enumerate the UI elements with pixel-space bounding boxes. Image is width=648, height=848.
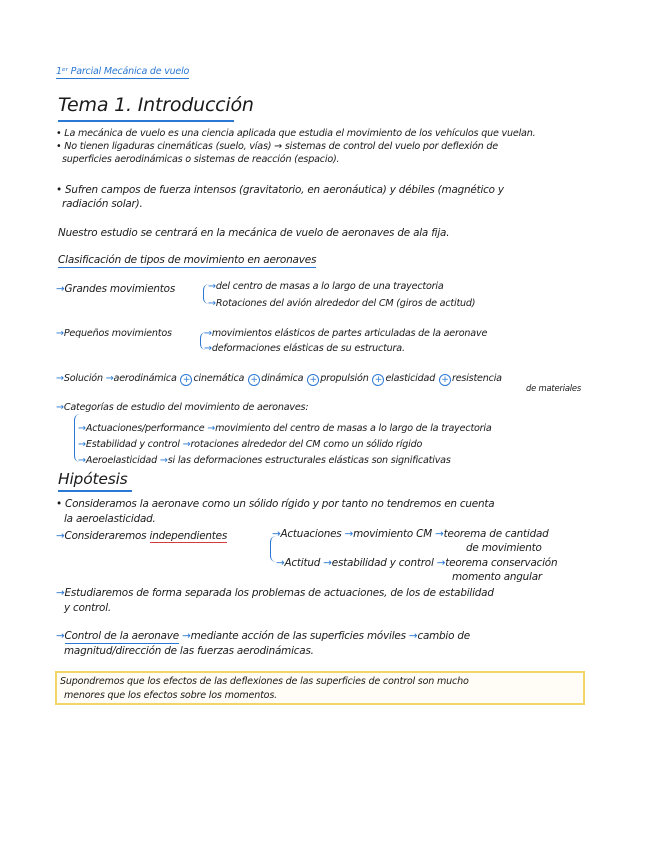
actitud-row: →Actitud →estabilidad y control →teorema conservación xyxy=(276,557,558,569)
arrow-icon: → xyxy=(56,328,64,339)
plus-icon: + xyxy=(248,374,260,386)
note-line-2: menores que los efectos sobre los momentos. xyxy=(64,690,277,701)
arrow-icon: → xyxy=(78,423,86,434)
grandes-label: Grandes movimientos xyxy=(64,283,176,295)
arrow-icon: → xyxy=(78,439,86,450)
actuaciones-th-line2: de movimiento xyxy=(466,542,542,554)
plus-icon: + xyxy=(180,374,192,386)
arrow-icon: → xyxy=(436,557,446,569)
hipotesis-p4-line2: magnitud/dirección de las fuerzas aerodinámicas. xyxy=(64,645,314,657)
actitud-th-line2: momento angular xyxy=(452,571,542,583)
arrow-icon: → xyxy=(208,281,216,292)
grandes-item-2: →Rotaciones del avión alrededor del CM (giros de actitud) xyxy=(208,298,476,309)
categorias-label: Categorías de estudio del movimiento de aeronaves: xyxy=(63,402,309,413)
hipotesis-p3-line1: →Estudiaremos de forma separada los problemas de actuaciones, de los de estabilidad xyxy=(56,587,494,599)
arrow-icon: → xyxy=(56,402,64,413)
categoria-item-1: →Actuaciones/performance →movimiento del centro de masas a lo largo de la trayectoria xyxy=(78,423,492,434)
arrow-icon: → xyxy=(56,530,65,542)
grandes-item-1: →del centro de masas a lo largo de una trayectoria xyxy=(208,281,444,292)
plus-icon: + xyxy=(439,374,451,386)
intro-line-6: Nuestro estudio se centrará en la mecánica de vuelo de aeronaves de ala fija. xyxy=(58,227,450,239)
solucion-label: Solución xyxy=(63,373,103,384)
intro-line-5: radiación solar). xyxy=(62,198,143,210)
plus-icon: + xyxy=(307,374,319,386)
grandes-row xyxy=(56,283,175,296)
page-title: Tema 1. Introducción xyxy=(58,94,254,116)
arrow-icon: → xyxy=(56,630,65,642)
hipotesis-p3-line2: y control. xyxy=(64,602,112,614)
header-link[interactable]: 1ᵉʳ Parcial Mecánica de vuelo xyxy=(56,66,190,77)
arrow-icon: → xyxy=(208,298,216,309)
pequenos-item-1: →movimientos elásticos de partes articuladas de la aeronave xyxy=(204,328,488,339)
intro-line-2: • No tienen ligaduras cinemáticas (suelo, vías) → sistemas de control del vuelo por deflexión de xyxy=(56,141,498,152)
control-label: Control de la aeronave xyxy=(64,630,179,642)
arrow-icon: → xyxy=(204,343,212,354)
independientes-underlined: independientes xyxy=(149,530,228,542)
arrow-icon: → xyxy=(408,630,418,642)
solucion-last-line2: de materiales xyxy=(526,383,582,393)
hipotesis-underline xyxy=(58,490,132,492)
clasificacion-heading: Clasificación de tipos de movimiento en aeronaves xyxy=(58,254,317,266)
pequenos-item-2: →deformaciones elásticas de su estructura. xyxy=(204,343,405,354)
pequenos-row xyxy=(56,327,172,340)
arrow-icon: → xyxy=(56,587,65,599)
categoria-item-2: →Estabilidad y control →rotaciones alrededor del CM como un sólido rígido xyxy=(78,439,423,450)
arrow-icon: → xyxy=(207,423,216,434)
arrow-icon: → xyxy=(78,455,86,466)
hipotesis-p1-line1: • Consideramos la aeronave como un sólido rígido y por tanto no tendremos en cuenta xyxy=(56,498,495,510)
solucion-row: →Solución →aerodinámica + cinemática + dinámica + propulsión + elasticidad + resistencia xyxy=(56,373,502,385)
arrow-icon: → xyxy=(435,528,444,540)
categoria-item-3: →Aeroelasticidad →si las deformaciones estructurales elásticas son significativas xyxy=(78,455,451,466)
arrow-icon: → xyxy=(56,283,65,295)
arrow-icon: → xyxy=(105,373,114,384)
arrow-icon: → xyxy=(323,557,332,569)
arrow-icon: → xyxy=(182,439,191,450)
arrow-icon: → xyxy=(276,557,285,569)
hipotesis-p2-label: →Consideraremos independientes xyxy=(56,530,228,542)
arrow-icon: → xyxy=(344,528,354,540)
arrow-icon: → xyxy=(56,373,64,384)
title-underline xyxy=(58,120,234,122)
arrow-icon: → xyxy=(182,630,191,642)
arrow-icon: → xyxy=(204,328,212,339)
intro-line-3: superficies aerodinámicas o sistemas de reacción (espacio). xyxy=(62,154,340,165)
hipotesis-p4-line1: →Control de la aeronave →mediante acción de las superficies móviles →cambio de xyxy=(56,630,470,642)
actuaciones-row: →Actuaciones →movimiento CM →teorema de cantidad xyxy=(272,528,549,540)
intro-line-1: • La mecánica de vuelo es una ciencia aplicada que estudia el movimiento de los vehículos que vuelan. xyxy=(56,128,536,139)
hipotesis-heading: Hipótesis xyxy=(58,470,128,488)
pequenos-label: Pequeños movimientos xyxy=(63,328,172,339)
note-line-1: Supondremos que los efectos de las deflexiones de las superficies de control son mucho xyxy=(60,676,469,687)
hipotesis-p1-line2: la aeroelasticidad. xyxy=(64,513,156,525)
arrow-icon: → xyxy=(159,455,168,466)
arrow-icon: → xyxy=(272,528,281,540)
intro-line-4: • Sufren campos de fuerza intensos (gravitatorio, en aeronáutica) y débiles (magnético y xyxy=(56,184,504,196)
plus-icon: + xyxy=(372,374,384,386)
categorias-row xyxy=(56,401,308,414)
